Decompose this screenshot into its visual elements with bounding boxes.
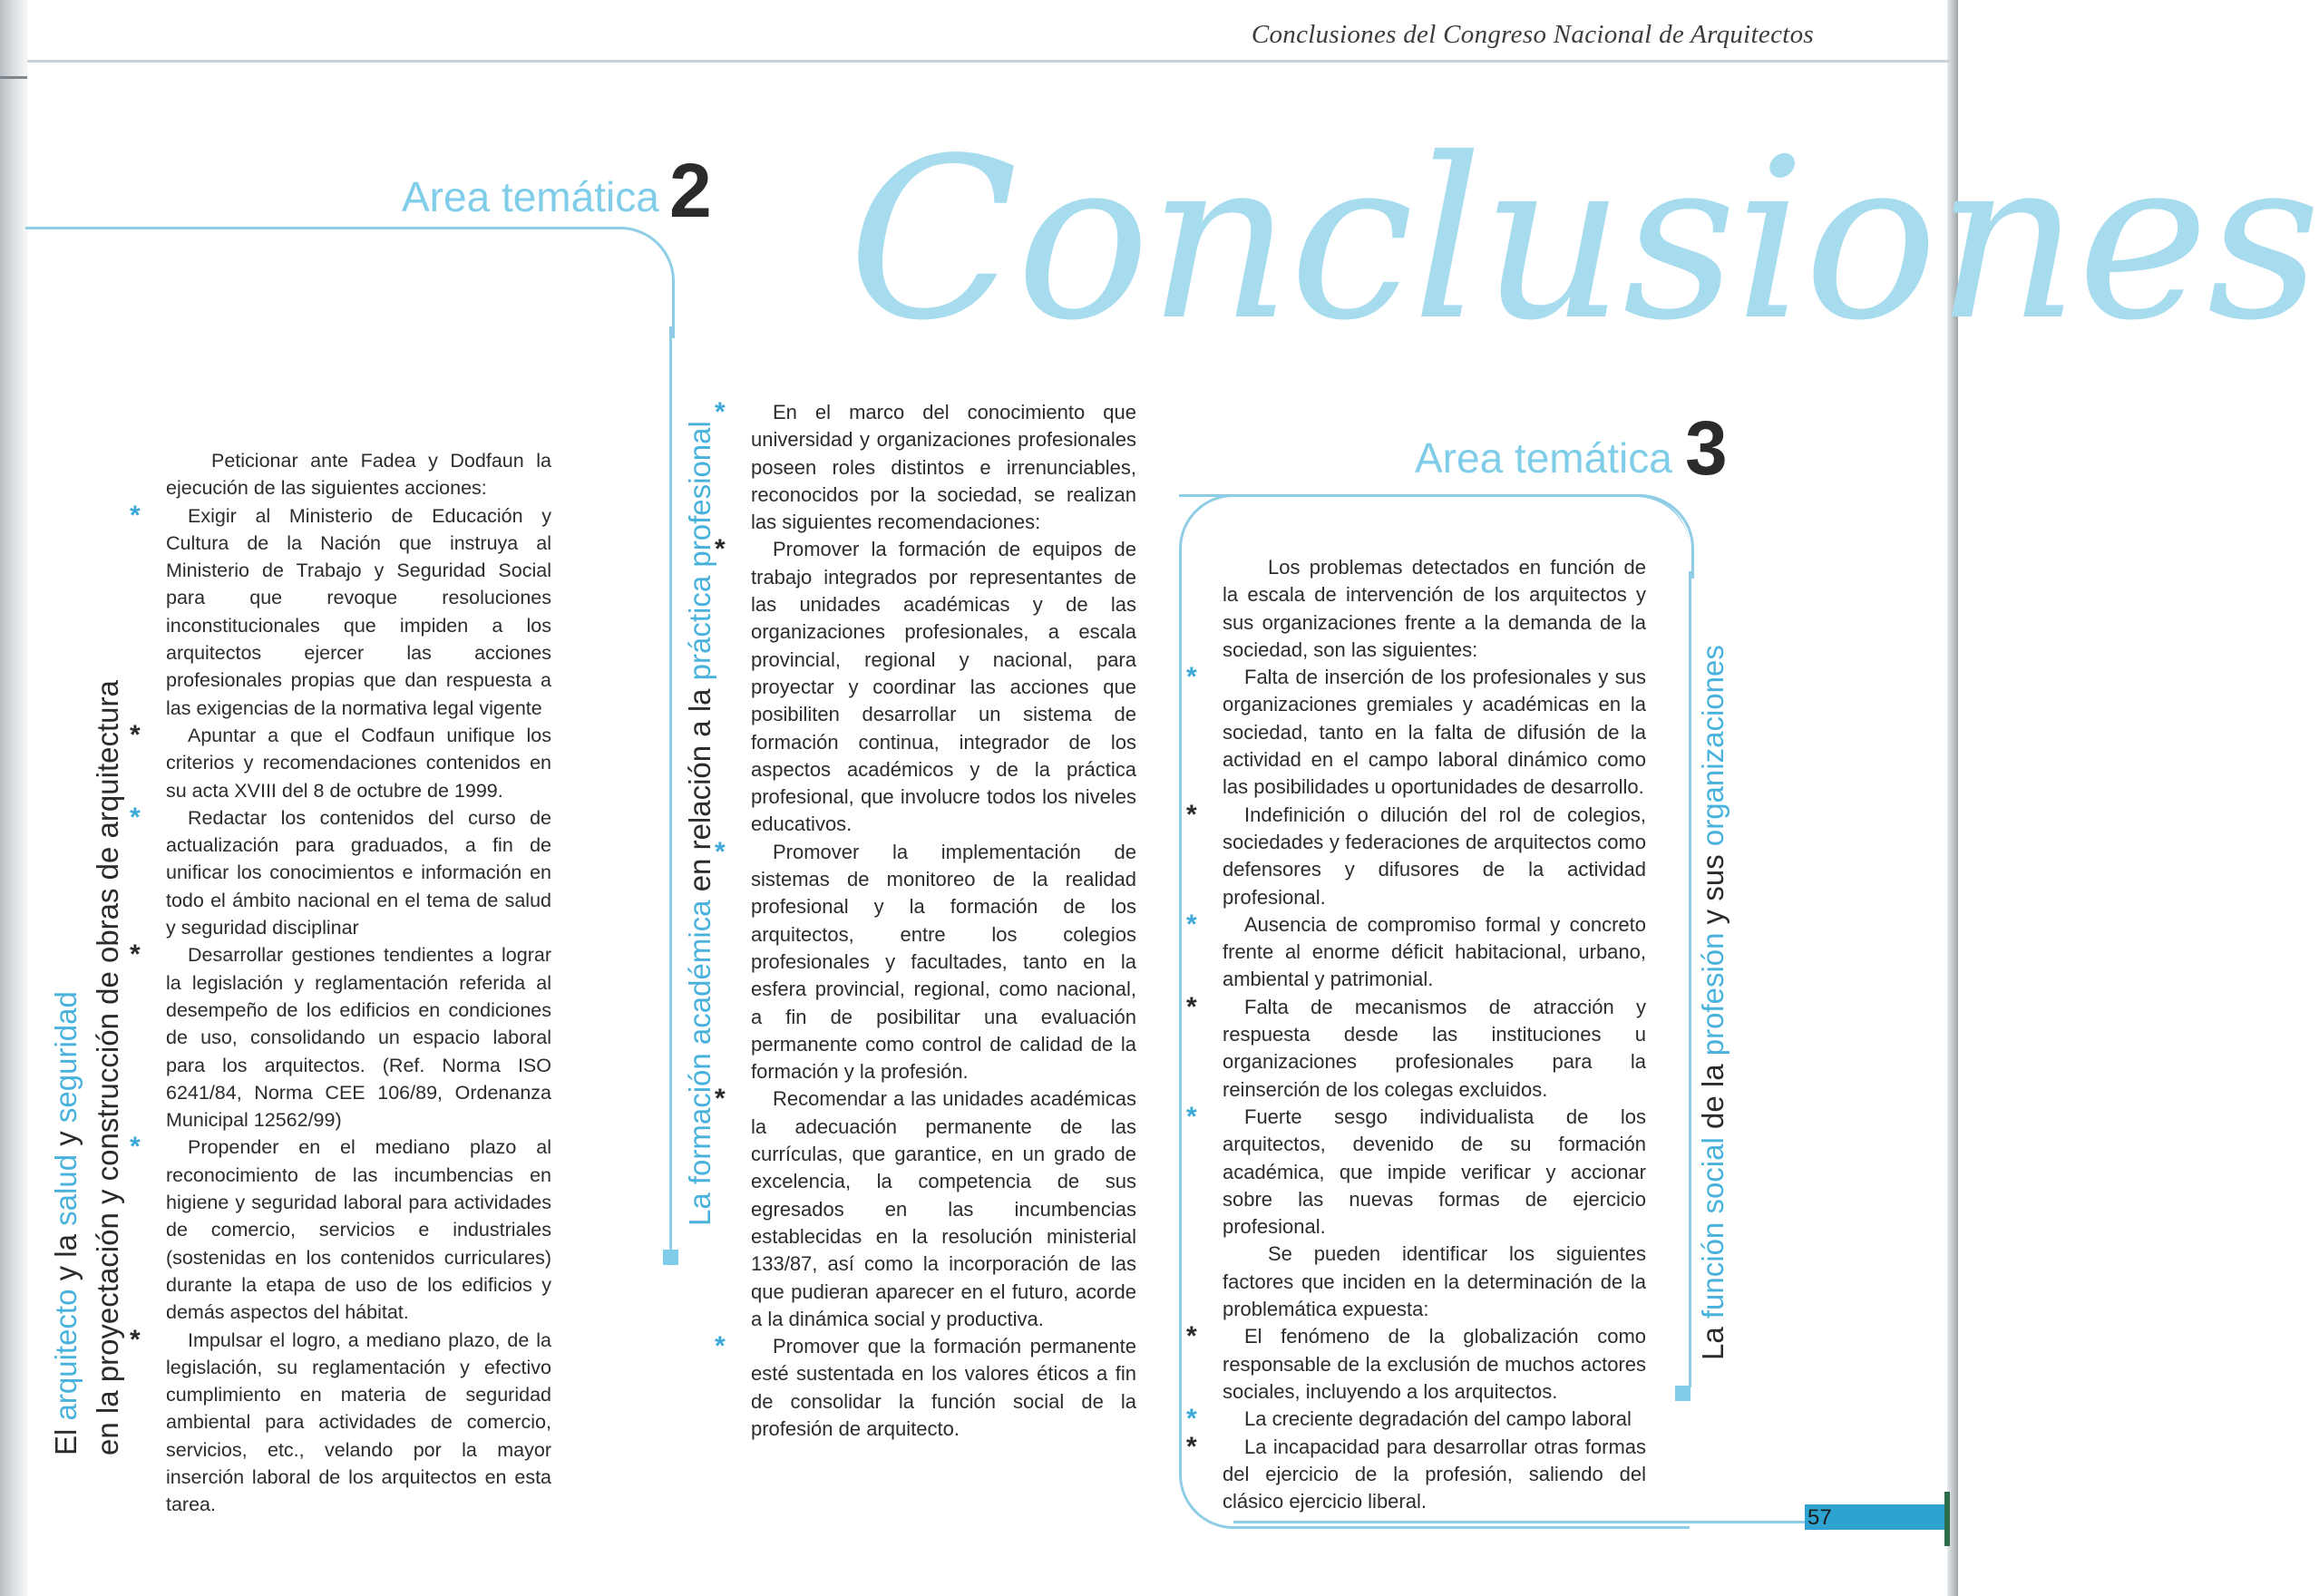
area3-title-part: y sus (1696, 846, 1730, 933)
list-item (715, 397, 1136, 536)
list-item (715, 534, 1136, 838)
asterisk-bullet-icon: * (1186, 991, 1197, 1022)
list-item (130, 939, 551, 1134)
asterisk-bullet-icon: * (130, 500, 141, 530)
area2-text-column (715, 397, 1136, 1443)
area1-title-part: seguridad (49, 991, 83, 1124)
area3-label: Area temática (1415, 434, 1672, 482)
area3-text-column (1186, 554, 1646, 1515)
list-item-text: Apuntar a que el Codfaun unifique los criterios y recomendaciones contenidos en su acta XVIII del 8 de octubre de 1999. (166, 724, 551, 802)
area2-title-part: en relación a la (683, 680, 716, 900)
area3-frame-line (1689, 571, 1691, 1387)
area1-text-column (130, 447, 551, 1519)
list-item-text: Fuerte sesgo individualista de los arquitectos, devenido de su formación académica, que impide verificar y accionar sobre las nuevas formas de ejercicio profesional. (1223, 1105, 1646, 1239)
list-item (130, 1132, 551, 1326)
area2-frame-marker (663, 1250, 678, 1265)
list-item (1186, 1321, 1646, 1406)
area2-title-part: práctica profesional (683, 421, 716, 681)
area1-vertical-title (45, 680, 129, 1455)
list-item-text: Exigir al Ministerio de Educación y Cultura de la Nación que instruya al Ministerio de Trabajo y Seguridad Social para que revoque resoluciones inconstitucionales que impiden a los arquitectos ejercer las acciones profesionales propias que dan respuesta a las exigencias de la normativa legal vigente (166, 504, 551, 719)
area3-frame-bottom (1233, 1521, 1805, 1523)
list-item-text: Ausencia de compromiso formal y concreto frente al enorme déficit habitacional, urbano, ambiental y patrimonial. (1223, 912, 1646, 991)
list-item (1186, 909, 1646, 994)
area1-title-part: El (49, 1420, 83, 1455)
asterisk-bullet-icon: * (130, 1132, 141, 1163)
list-item (715, 1084, 1136, 1333)
asterisk-bullet-icon: * (715, 534, 726, 565)
paragraph: Se pueden identificar los siguientes factores que inciden en la determinación de la problemática expuesta: (1223, 1242, 1646, 1321)
asterisk-bullet-icon: * (130, 719, 141, 750)
page-title: Conclusiones (848, 111, 2319, 369)
list-item (1186, 662, 1646, 801)
area3-vertical-title (1693, 645, 1733, 1360)
list-item-text: El fenómeno de la globalización como responsable de la exclusión de muchos actores sociales, incluyendo a los arquitectos. (1223, 1325, 1646, 1403)
list-item (1186, 799, 1646, 911)
binding-edge (0, 0, 27, 1596)
running-head: Conclusiones del Congreso Nacional de Arquitectos (1251, 20, 1814, 49)
asterisk-bullet-icon: * (130, 802, 141, 832)
list-item (715, 836, 1136, 1086)
list-item-text: Recomendar a las unidades académicas la adecuación permanente de las currículas, que garantice, en un grado de excelencia, la competencia de sus egresados en las incumbencias establecidas en la resolución ministerial 133/87, así como la incorporación de las que pudieran aparecer en el futuro, acorde a la dinámica social y productiva. (751, 1087, 1136, 1330)
asterisk-bullet-icon: * (715, 397, 726, 427)
list-item-text: Propender en el mediano plazo al reconocimiento de las incumbencias en higiene y seguridad laboral para actividades de comercio, servicios e industriales (sostenidas en los contenidos curriculares) durante la etapa de uso de los edificios y demás aspectos del hábitat. (166, 1136, 551, 1324)
asterisk-bullet-icon: * (130, 939, 141, 970)
area3-title-part: La (1696, 1319, 1730, 1360)
area3-title-part: organizaciones (1696, 645, 1730, 847)
asterisk-bullet-icon: * (1186, 1321, 1197, 1352)
asterisk-bullet-icon: * (1186, 1404, 1197, 1435)
list-item-text: Promover que la formación permanente esté sustentada en los valores éticos a fin de consolidar la función social de la profesión de arquitecto. (751, 1335, 1136, 1440)
area2-number: 2 (669, 148, 712, 233)
area3-frame-marker (1675, 1386, 1691, 1401)
asterisk-bullet-icon: * (715, 836, 726, 867)
list-item (130, 500, 551, 722)
asterisk-bullet-icon: * (1186, 1101, 1197, 1132)
list-item (1186, 1101, 1646, 1241)
page-number: 57 (1807, 1505, 1832, 1530)
list-item-text: La creciente degradación del campo laboral (1244, 1407, 1632, 1431)
asterisk-bullet-icon: * (715, 1331, 726, 1362)
list-item-text: En el marco del conocimiento que universidad y organizaciones profesionales poseen roles distintos e irrenunciables, reconocidos por la sociedad, se realizan las siguientes recomendaciones: (751, 401, 1136, 534)
list-item-text: Falta de inserción de los profesionales y sus organizaciones gremiales y académicas en la sociedad, tanto en la falta de difusión de la actividad en el campo laboral dinámico como las posibilidades u oportunidades de desarrollo. (1223, 666, 1646, 799)
header-rule-left (0, 76, 27, 79)
list-item-text: Indefinición o dilución del rol de colegios, sociedades y federaciones de arquitectos como defensores y difusores de la actividad profesional. (1223, 803, 1646, 909)
area2-title-part: La formación académica (683, 900, 716, 1226)
area1-title-line2: en la proyectación y construcción de obras de arquitectura (91, 680, 124, 1455)
list-item (130, 802, 551, 941)
asterisk-bullet-icon: * (1186, 662, 1197, 693)
asterisk-bullet-icon: * (1186, 799, 1197, 830)
area2-frame-line (669, 326, 672, 1251)
area1-title-part: y (49, 1123, 83, 1154)
list-item-text: Desarrollar gestiones tendientes a lograr la legislación y reglamentación referida al desempeño de los edificios en condiciones de uso, consolidando un espacio laboral para los arquitectos. (Ref. Norma ISO 6241/84, Norma CEE 106/89, Ordenanza Municipal 12562/99) (166, 944, 551, 1132)
area3-title-part: función social (1696, 1137, 1730, 1319)
list-item (130, 1324, 551, 1519)
list-item (1186, 1404, 1646, 1435)
list-item (715, 1331, 1136, 1443)
list-item-text: Impulsar el logro, a mediano plazo, de la legislación, su reglamentación y efectivo cumplimiento en materia de seguridad ambiental para actividades de comercio, servicios, etc., velando por la mayor inserción laboral de los arquitectos en esta tarea. (166, 1328, 551, 1516)
list-item-text: Redactar los contenidos del curso de actualización para graduados, a fin de unificar los conocimientos e información en todo el ámbito nacional en el tema de salud y seguridad disciplinar (166, 806, 551, 939)
paragraph: Peticionar ante Fadea y Dodfaun la ejecución de las siguientes acciones: (166, 450, 551, 500)
asterisk-bullet-icon: * (130, 1324, 141, 1355)
area1-title-line1 (45, 680, 87, 1455)
list-item (1186, 991, 1646, 1104)
area2-frame (25, 227, 675, 338)
area3-title-part: profesión (1696, 932, 1730, 1056)
footer-bar-edge (1944, 1492, 1950, 1546)
header-rule (27, 60, 1950, 63)
list-item (1186, 1431, 1646, 1516)
paragraph: Los problemas detectados en función de la escala de intervención de los arquitectos y sus organizaciones frente a la demanda de la sociedad, son las siguientes: (1223, 556, 1646, 661)
list-item-text: Falta de mecanismos de atracción y respuesta desde las instituciones u organizaciones profesionales para la reinserción de los colegas excluidos. (1223, 995, 1646, 1101)
area1-title-part: arquitecto (49, 1289, 83, 1421)
asterisk-bullet-icon: * (1186, 909, 1197, 939)
area1-title-part: y la (49, 1225, 83, 1289)
area3-number: 3 (1685, 405, 1728, 491)
list-item-text: La incapacidad para desarrollar otras formas del ejercicio de la profesión, saliendo del clásico ejercicio liberal. (1223, 1435, 1646, 1513)
asterisk-bullet-icon: * (1186, 1431, 1197, 1462)
list-item-text: Promover la formación de equipos de trabajo integrados por representantes de las unidades académicas y de las organizaciones profesionales, a escala provincial, regional y nacional, para proyectar y coordinar las acciones que posibiliten desarrollar un sistema de formación continua, integrador de los aspectos académicos y de la práctica profesional, que involucre todos los niveles educativos. (751, 538, 1136, 836)
list-item (130, 719, 551, 804)
area3-title-part: de la (1696, 1056, 1730, 1138)
area2-label: Area temática (402, 173, 659, 220)
asterisk-bullet-icon: * (715, 1084, 726, 1114)
area1-title-part: salud (49, 1153, 83, 1226)
list-item-text: Promover la implementación de sistemas de monitoreo de la realidad profesional y la formación de los arquitectos, entre los colegios profesionales y facultades, tanto en la esfera provincial, regional, como nacional, a fin de posibilitar una evaluación permanente como control de calidad de la formación y la profesión. (751, 840, 1136, 1084)
